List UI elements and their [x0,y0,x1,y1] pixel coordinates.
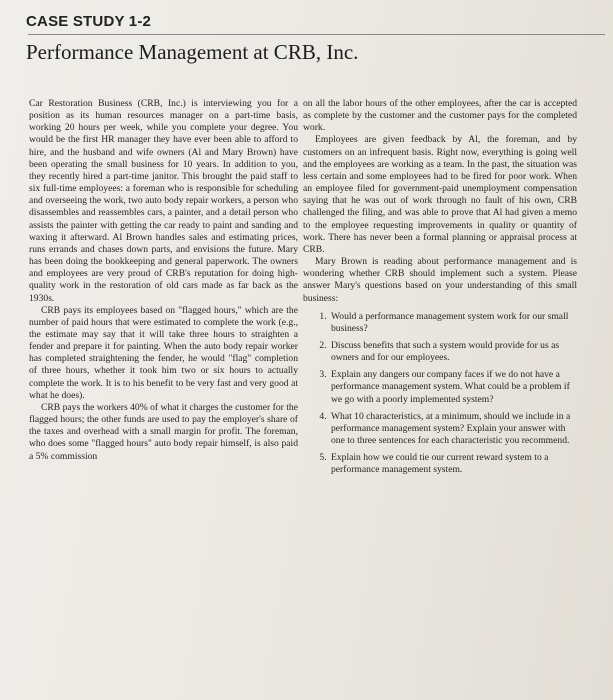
paragraph-intro: Car Restoration Business (CRB, Inc.) is interviewing you for a position as its human resources manager on a part-time basis, working 20 hours per week, while you complete your degree. You would be the first HR manager they have ever been able to afford to hire, and the husband and wife owners (Al and Mary Brown) have been operating the small business for 10 years. In addition to you, they recently hired a part-time janitor. This brought the paid staff to six full-time employees: a foreman who is responsible for scheduling and overseeing the work, two auto body repair workers, a person who disassembles and reassembles cars, a painter, and a detail person who assists the painter with getting the car ready to paint and sanding and waxing it afterward. Al Brown handles sales and estimating prices, runs errands and chases down parts, and envisions the future. Mary has been doing the bookkeeping and general paperwork. The owners and employees are very proud of CRB's reputation for doing high-quality work in the restoration of old cars made as far back as the 1930s. [29,98,298,304]
header-rule [28,34,605,35]
paragraph-feedback: Employees are given feedback by Al, the foreman, and by customers on an infrequent basis. Right now, everything is going well and the employees are working as a team. In the past, the situation was less certain and some employees had to be fired for poor work. When an employee filed for government-paid unemployment compensation saying that he was out of work through no fault of his own, CRB challenged the filing, and was able to prove that Al had given a memo to the employee requesting improvements in quality or quantity of work. There has never been a formal planning or appraisal process at CRB. [303,134,577,255]
right-column [303,98,577,482]
paragraph-flagged-hours: CRB pays its employees based on "flagged hours," which are the number of paid hours that were estimated to complete the work (e.g., the estimate may say that it will take three hours to straighten a fender and prepare it for painting. When the auto body repair worker has completed straightening the fender, he would "flag" completion of three hours, whether it took him two or six hours to actually complete the work. It is to his benefit to be very fast and very good at what he does). [29,304,298,401]
question-item: 2. Discuss benefits that such a system would provide for us as owners and for our employees. [329,340,577,364]
case-study-title: Performance Management at CRB, Inc. [26,40,359,64]
question-item: 3. Explain any dangers our company faces if we do not have a performance management system. What could be a problem if we go with a poorly implemented system? [329,369,577,405]
question-item: 5. Explain how we could tie our current reward system to a performance management system. [329,452,577,476]
question-item: 4. What 10 characteristics, at a minimum, should we include in a performance management system? Explain your answer with one to three sentences for each characteristic you recommend. [329,411,577,447]
left-column [29,98,298,463]
question-list [303,311,577,477]
paragraph-continued: on all the labor hours of the other employees, after the car is accepted as complete by the customer and the customer pays for the completed work. [303,98,577,134]
case-study-label: CASE STUDY 1-2 [26,13,152,30]
question-item: 1. Would a performance management system work for our small business? [329,311,577,335]
paragraph-mary-questions: Mary Brown is reading about performance management and is wondering whether CRB should implement such a system. Please answer Mary's questions based on your understanding of this small business: [303,256,577,304]
paragraph-pay: CRB pays the workers 40% of what it charges the customer for the flagged hours; the other funds are used to pay the employer's share of the taxes and overhead with a small margin for profit. The foreman, who does some "flagged hours" auto body repair himself, is also paid a 5% commission [29,401,298,462]
